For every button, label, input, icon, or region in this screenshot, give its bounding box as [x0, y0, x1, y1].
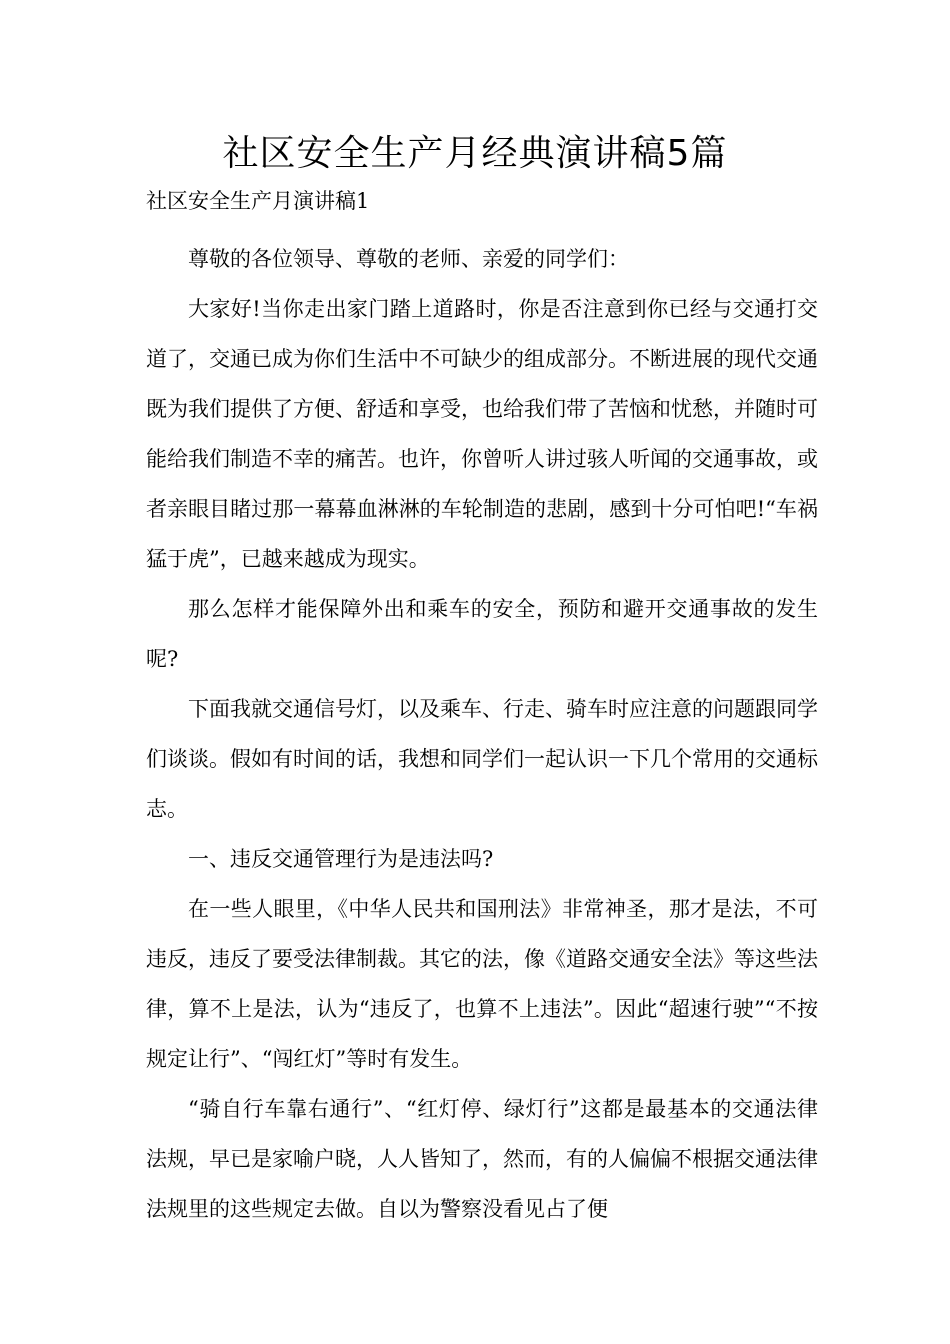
- section-heading: 社区安全生产月演讲稿1: [146, 189, 370, 213]
- paragraph: 那么怎样才能保障外出和乘车的安全，预防和避开交通事故的发生呢?: [146, 597, 818, 671]
- document-title: 社区安全生产月经典演讲稿5篇: [222, 133, 728, 174]
- paragraph: “骑自行车靠右通行”、“红灯停、绿灯行”这都是最基本的交通法律法规，早已是家喻户晓，人人皆知了，然而，有的人偏偏不根据交通法律法规里的这些规定去做。自以为警察没看见占了便: [146, 1097, 818, 1221]
- section-point-heading: 一、违反交通管理行为是违法吗?: [188, 847, 494, 871]
- paragraph: 下面我就交通信号灯，以及乘车、行走、骑车时应注意的问题跟同学们谈谈。假如有时间的话，我想和同学们一起认识一下几个常用的交通标志。: [146, 697, 818, 821]
- paragraph: 在一些人眼里，《中华人民共和国刑法》非常神圣，那才是法，不可违反，违反了要受法律制裁。其它的法，像《道路交通安全法》等这些法律，算不上是法，认为“违反了，也算不上违法”。因此“超速行驶”“不按规定让行”、“闯红灯”等时有发生。: [146, 897, 818, 1071]
- paragraph-salutation: 尊敬的各位领导、尊敬的老师、亲爱的同学们：: [188, 247, 629, 271]
- document-body: [146, 234, 818, 1234]
- paragraph: 大家好!当你走出家门踏上道路时，你是否注意到你已经与交通打交道了，交通已成为你们生活中不可缺少的组成部分。不断进展的现代交通既为我们提供了方便、舒适和享受，也给我们带了苦恼和忧愁，并随时可能给我们制造不幸的痛苦。也许，你曾听人讲过骇人听闻的交通事故，或者亲眼目睹过那一幕幕血淋淋的车轮制造的悲剧，感到十分可怕吧!“车祸猛于虎”，已越来越成为现实。: [146, 297, 818, 571]
